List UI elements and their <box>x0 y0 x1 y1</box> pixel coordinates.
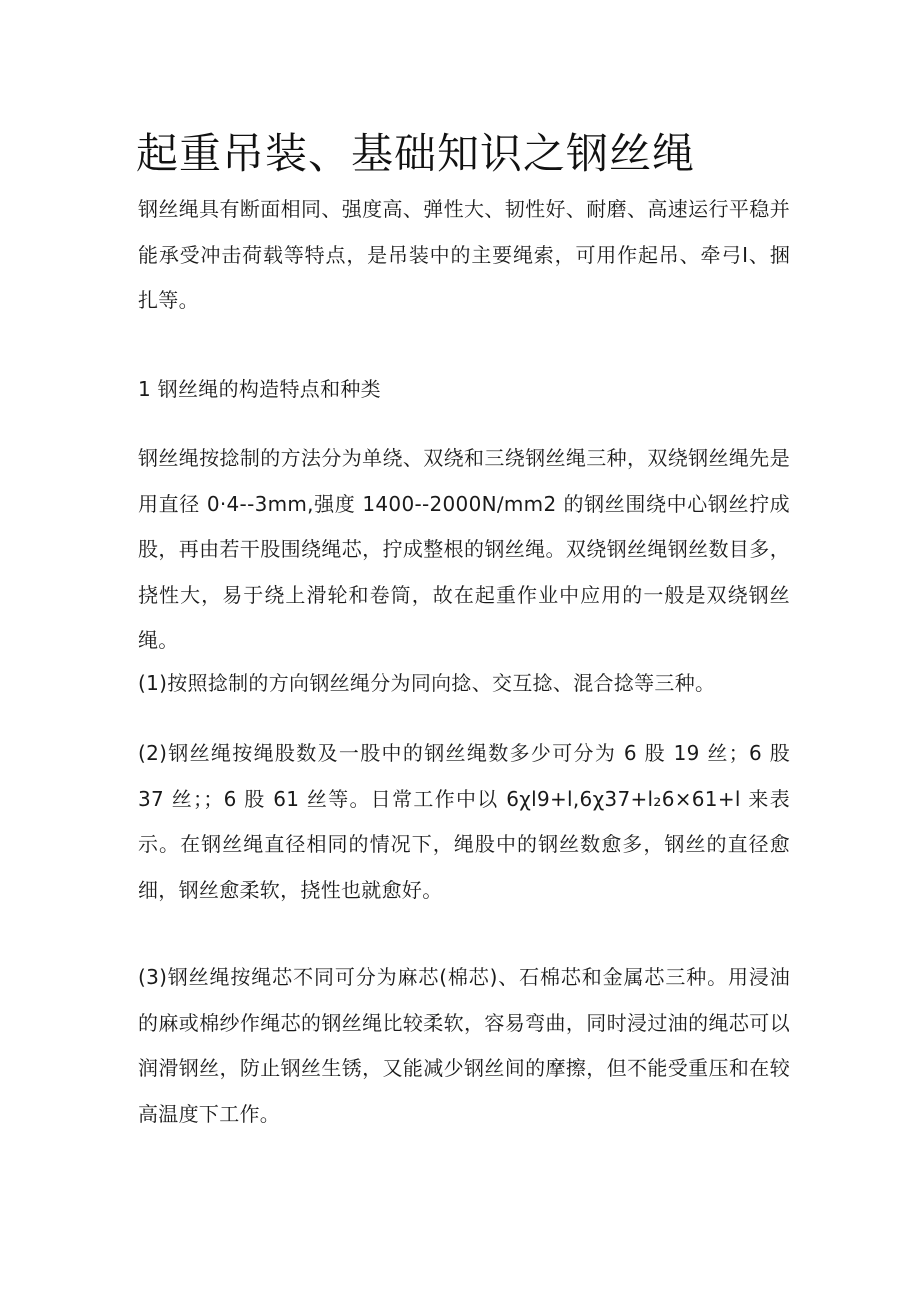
section-heading: 1 钢丝绳的构造特点和种类 <box>138 377 381 401</box>
body-paragraph: 钢丝绳按捻制的方法分为单绕、双绕和三绕钢丝绳三种，双绕钢丝绳先是用直径 0·4--3mm,强度 1400--2000N∕mm2 的钢丝围绕中心钢丝拧成股，再由若干股围绕绳芯，拧成整根的钢丝绳。双绕钢丝绳钢丝数目多，挠性大，易于绕上滑轮和卷筒，故在起重作业中应用的一般是双绕钢丝绳。 <box>138 446 790 652</box>
intro-paragraph: 钢丝绳具有断面相同、强度高、弹性大、韧性好、耐磨、高速运行平稳并能承受冲击荷载等特点，是吊装中的主要绳索，可用作起吊、牵弓I、捆扎等。 <box>138 197 790 312</box>
list-item-strand-count: (2)钢丝绳按绳股数及一股中的钢丝绳数多少可分为 6 股 19 丝；6 股 37 丝；；6 股 61 丝等。日常工作中以 6χl9+l,6χ37+l₂6×61+l 来表示。在钢丝绳直径相同的情况下，绳股中的钢丝数愈多，钢丝的直径愈细，钢丝愈柔软，挠性也就愈好。 <box>138 741 790 902</box>
list-item-rope-core: (3)钢丝绳按绳芯不同可分为麻芯(棉芯)、石棉芯和金属芯三种。用浸油的麻或棉纱作绳芯的钢丝绳比较柔软，容易弯曲，同时浸过油的绳芯可以润滑钢丝，防止钢丝生锈，又能减少钢丝间的摩擦，但不能受重压和在较高温度下工作。 <box>138 965 790 1126</box>
document-title: 起重吊装、基础知识之钢丝绳 <box>136 129 696 178</box>
list-item-twist-direction: (1)按照捻制的方向钢丝绳分为同向捻、交互捻、混合捻等三种。 <box>138 671 716 695</box>
